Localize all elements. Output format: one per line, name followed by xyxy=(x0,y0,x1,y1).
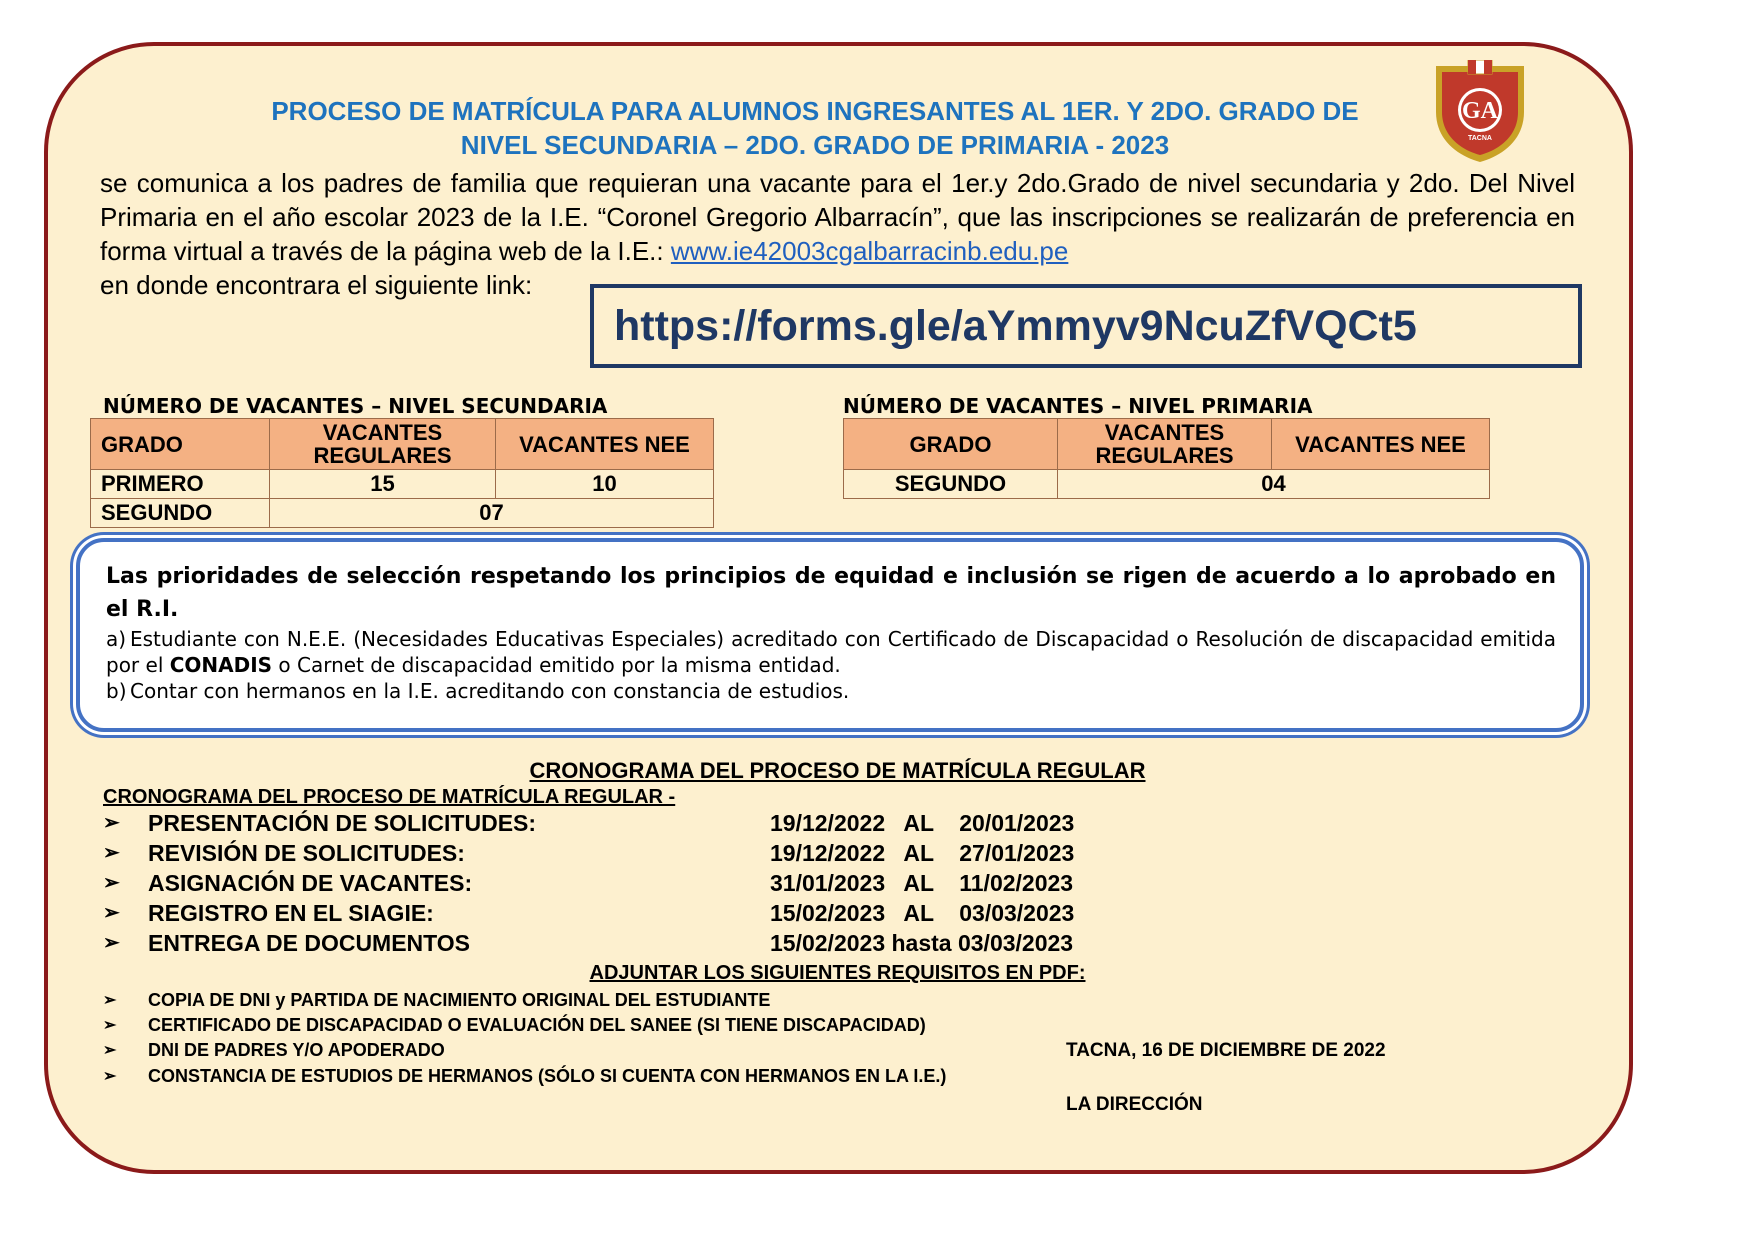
table-cell: 04 xyxy=(1058,470,1490,499)
schedule-label: REVISIÓN DE SOLICITUDES: xyxy=(148,840,465,866)
table-header: GRADO xyxy=(844,419,1058,470)
table-cell: 07 xyxy=(270,499,714,528)
cronograma-subtitle: CRONOGRAMA DEL PROCESO DE MATRÍCULA REGULAR - xyxy=(103,786,676,808)
logo-letters: GA xyxy=(1462,98,1498,124)
bullet-icon: ➢ xyxy=(103,872,120,894)
priority-item-b xyxy=(106,678,1556,704)
bullet-icon: ➢ xyxy=(103,812,120,834)
bullet-icon: ➢ xyxy=(103,842,120,864)
requisitos-title: ADJUNTAR LOS SIGUIENTES REQUISITOS EN PDF: xyxy=(589,962,1086,984)
table-cell: PRIMERO xyxy=(91,470,270,499)
schedule-label: REGISTRO EN EL SIAGIE: xyxy=(148,900,434,926)
schedule-dates: 15/02/2023 AL 03/03/2023 xyxy=(770,900,1075,926)
form-link[interactable]: https://forms.gle/aYmmyv9NcuZfVQCt5 xyxy=(614,302,1417,350)
intro-paragraph xyxy=(100,166,1575,302)
table-header: VACANTES REGULARES xyxy=(270,419,496,470)
form-link-box[interactable] xyxy=(590,284,1582,368)
bullet-icon: ➢ xyxy=(103,932,120,954)
priority-text: Estudiante con N.E.E. (Necesidades Educativas Especiales) acreditado con Certificado de Discapacidad o Resolución de discapacidad emitida por el xyxy=(106,627,1556,677)
intro-text: se comunica a los padres de familia que requieran una vacante para el 1er.y 2do.Grado de nivel secundaria y 2do. Del Nivel Primaria en el año escolar 2023 de la I.E. “Coronel Gregorio Albarracín”, que las inscripciones se realizarán de preferencia en forma virtual a través de la página web de la I.E.: xyxy=(100,168,1575,266)
schedule-dates: 15/02/2023 hasta 03/03/2023 xyxy=(770,930,1074,956)
requirement-text: CONSTANCIA DE ESTUDIOS DE HERMANOS (SÓLO SI CUENTA CON HERMANOS EN LA I.E.) xyxy=(148,1066,947,1086)
bullet-icon: ➢ xyxy=(103,1068,117,1085)
priority-bold: CONADIS xyxy=(169,653,273,677)
priority-marker: b) xyxy=(106,679,127,703)
priority-text-after: o Carnet de discapacidad emitido por la misma entidad. xyxy=(272,653,841,677)
bullet-icon: ➢ xyxy=(103,902,120,924)
primaria-caption: NÚMERO DE VACANTES – NIVEL PRIMARIA xyxy=(843,394,1313,418)
bullet-icon: ➢ xyxy=(103,1017,117,1034)
schedule-dates: 19/12/2022 AL 20/01/2023 xyxy=(770,810,1075,836)
table-header: VACANTES REGULARES xyxy=(1058,419,1272,470)
table-cell: 10 xyxy=(496,470,714,499)
intro-text-after: en donde encontrara el siguiente link: xyxy=(100,270,533,300)
school-logo xyxy=(1432,60,1528,164)
table-row xyxy=(91,499,714,528)
page-title xyxy=(150,94,1480,162)
priority-item-a xyxy=(106,626,1556,678)
bullet-icon: ➢ xyxy=(103,992,117,1009)
requirement-text: DNI DE PADRES Y/O APODERADO xyxy=(148,1040,445,1060)
cronograma-title: CRONOGRAMA DEL PROCESO DE MATRÍCULA REGULAR xyxy=(529,758,1146,783)
requirement-text: COPIA DE DNI y PARTIDA DE NACIMIENTO ORIGINAL DEL ESTUDIANTE xyxy=(148,990,771,1010)
table-cell: SEGUNDO xyxy=(844,470,1058,499)
schedule-label: PRESENTACIÓN DE SOLICITUDES: xyxy=(148,810,537,836)
logo-city: TACNA xyxy=(1468,135,1492,142)
schedule-dates: 31/01/2023 AL 11/02/2023 xyxy=(770,870,1074,896)
secundaria-caption: NÚMERO DE VACANTES – NIVEL SECUNDARIA xyxy=(103,394,608,418)
secundaria-table xyxy=(90,418,714,528)
primaria-table xyxy=(843,418,1490,499)
title-line-1: PROCESO DE MATRÍCULA PARA ALUMNOS INGRESANTES AL 1ER. Y 2DO. GRADO DE xyxy=(271,96,1359,126)
priorities-heading: Las prioridades de selección respetando los principios de equidad e inclusión se rigen de acuerdo a lo aprobado en el R.I. xyxy=(106,564,1556,622)
place-date: TACNA, 16 DE DICIEMBRE DE 2022 xyxy=(1066,1040,1386,1061)
schedule-label: ASIGNACIÓN DE VACANTES: xyxy=(148,870,473,896)
title-line-2: NIVEL SECUNDARIA – 2DO. GRADO DE PRIMARIA - 2023 xyxy=(460,130,1170,160)
signature-author: LA DIRECCIÓN xyxy=(1066,1094,1203,1115)
priority-marker: a) xyxy=(106,627,127,651)
school-website-link[interactable]: www.ie42003cgalbarracinb.edu.pe xyxy=(670,236,1069,266)
table-row xyxy=(91,470,714,499)
requirement-text: CERTIFICADO DE DISCAPACIDAD O EVALUACIÓN DEL SANEE (SI TIENE DISCAPACIDAD) xyxy=(148,1015,926,1035)
table-header: GRADO xyxy=(91,419,270,470)
table-header: VACANTES NEE xyxy=(1272,419,1490,470)
priority-text: Contar con hermanos en la I.E. acreditando con constancia de estudios. xyxy=(130,679,850,703)
schedule-dates: 19/12/2022 AL 27/01/2023 xyxy=(770,840,1075,866)
schedule-label: ENTREGA DE DOCUMENTOS xyxy=(148,930,471,956)
table-cell: SEGUNDO xyxy=(91,499,270,528)
table-header: VACANTES NEE xyxy=(496,419,714,470)
table-row xyxy=(844,470,1490,499)
bullet-icon: ➢ xyxy=(103,1042,117,1059)
table-cell: 15 xyxy=(270,470,496,499)
